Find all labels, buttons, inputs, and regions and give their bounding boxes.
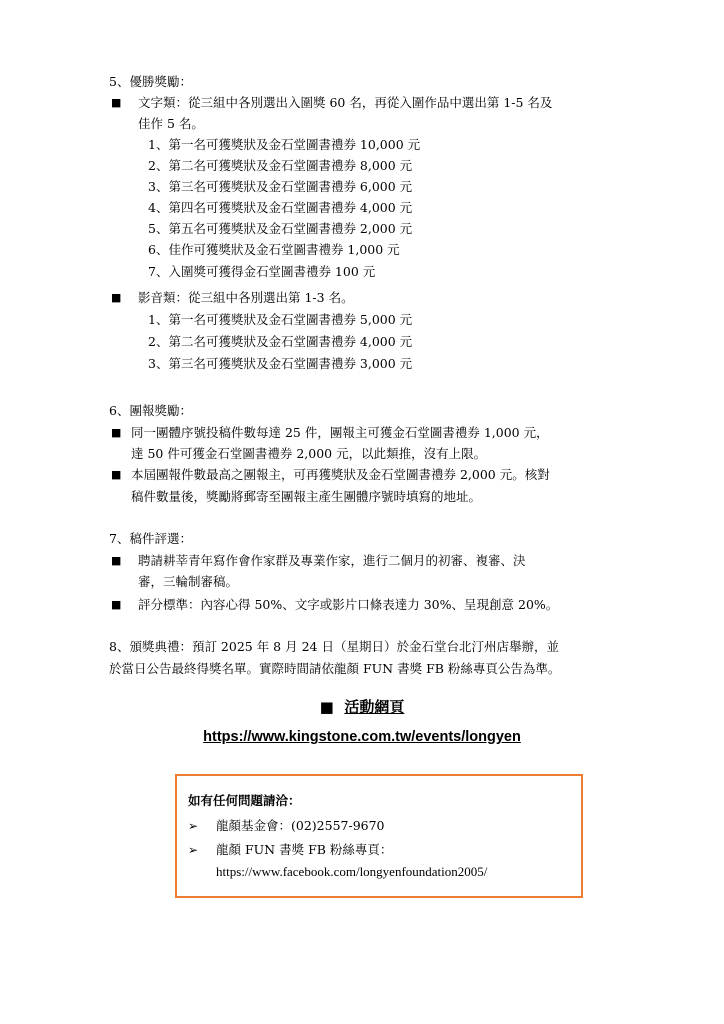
video-prize-3: 3、第三名可獲獎狀及金石堂圖書禮券 3,000 元 [148,356,413,371]
review-line2: 審，三輪制審稿。 [138,574,239,589]
text-prize-7: 7、入圍獎可獲得金石堂圖書禮券 100 元 [148,264,376,279]
event-url-link[interactable]: https://www.kingstone.com.tw/events/longyen [203,729,521,745]
event-page-title-text: 活動網頁 [344,698,405,716]
contact-fb-url[interactable]: https://www.facebook.com/longyenfoundation2005/ [216,864,488,879]
text-prize-1: 1、第一名可獲獎狀及金石堂圖書禮券 10,000 元 [148,137,421,152]
contact-fb-label: 龍顏 FUN 書獎 FB 粉絲專頁： [216,842,393,857]
section-6-heading: 6、團報獎勵： [109,403,192,418]
group-reward-2-line1: 本屆團報件數最高之團報主，可再獲獎狀及金石堂圖書禮券 2,000 元。核對 [131,467,550,482]
event-url-wrap [0,729,724,745]
section-5-heading: 5、優勝獎勵： [109,74,192,89]
group-reward-1-line2: 達 50 件可獲金石堂圖書禮券 2,000 元，以此類推，沒有上限。 [131,446,487,461]
video-category-line1: 影音類：從三組中各別選出第 1-3 名。 [138,290,354,305]
group-reward-1-line1: 同一團體序號投稿件數每達 25 件，團報主可獲金石堂圖書禮券 1,000 元， [131,425,549,440]
bullet-square-icon: ■ [319,698,334,716]
bullet-square-icon: ■ [111,468,122,481]
video-prize-2: 2、第二名可獲獎狀及金石堂圖書禮券 4,000 元 [148,334,413,349]
bullet-square-icon: ■ [111,598,122,611]
bullet-square-icon: ■ [111,554,122,567]
text-prize-2: 2、第二名可獲獎狀及金石堂圖書禮券 8,000 元 [148,158,413,173]
arrow-bullet-icon: ➢ [188,843,199,857]
ceremony-line2: 於當日公告最終得獎名單。實際時間請依龍顏 FUN 書獎 FB 粉絲專頁公告為準。 [109,661,561,676]
ceremony-line1: 8、頒獎典禮：預訂 2025 年 8 月 24 日（星期日）於金石堂台北汀州店舉辦，並 [109,639,559,654]
video-prize-1: 1、第一名可獲獎狀及金石堂圖書禮券 5,000 元 [148,312,413,327]
bullet-square-icon: ■ [111,426,122,439]
text-prize-3: 3、第三名可獲獎狀及金石堂圖書禮券 6,000 元 [148,179,413,194]
text-prize-6: 6、佳作可獲獎狀及金石堂圖書禮券 1,000 元 [148,242,400,257]
section-7-heading: 7、稿件評選： [109,531,192,546]
group-reward-2-line2: 稿件數量後，獎勵將郵寄至團報主產生團體序號時填寫的地址。 [131,489,482,504]
arrow-bullet-icon: ➢ [188,819,199,833]
event-page-title [0,696,724,717]
bullet-square-icon: ■ [111,291,122,304]
contact-heading: 如有任何問題請洽： [188,793,301,808]
bullet-square-icon: ■ [111,96,122,109]
text-category-line2: 佳作 5 名。 [138,116,204,131]
text-prize-5: 5、第五名可獲獎狀及金石堂圖書禮券 2,000 元 [148,221,413,236]
text-category-line1: 文字類：從三組中各別選出入圍獎 60 名，再從入圍作品中選出第 1-5 名及 [138,95,553,110]
text-prize-4: 4、第四名可獲獎狀及金石堂圖書禮券 4,000 元 [148,200,413,215]
scoring-criteria: 評分標準：內容心得 50%、文字或影片口條表達力 30%、呈現創意 20%。 [138,597,559,612]
contact-foundation-phone: 龍顏基金會：(02)2557-9670 [216,818,385,833]
review-line1: 聘請耕莘青年寫作會作家群及專業作家，進行二個月的初審、複審、決 [138,553,526,568]
